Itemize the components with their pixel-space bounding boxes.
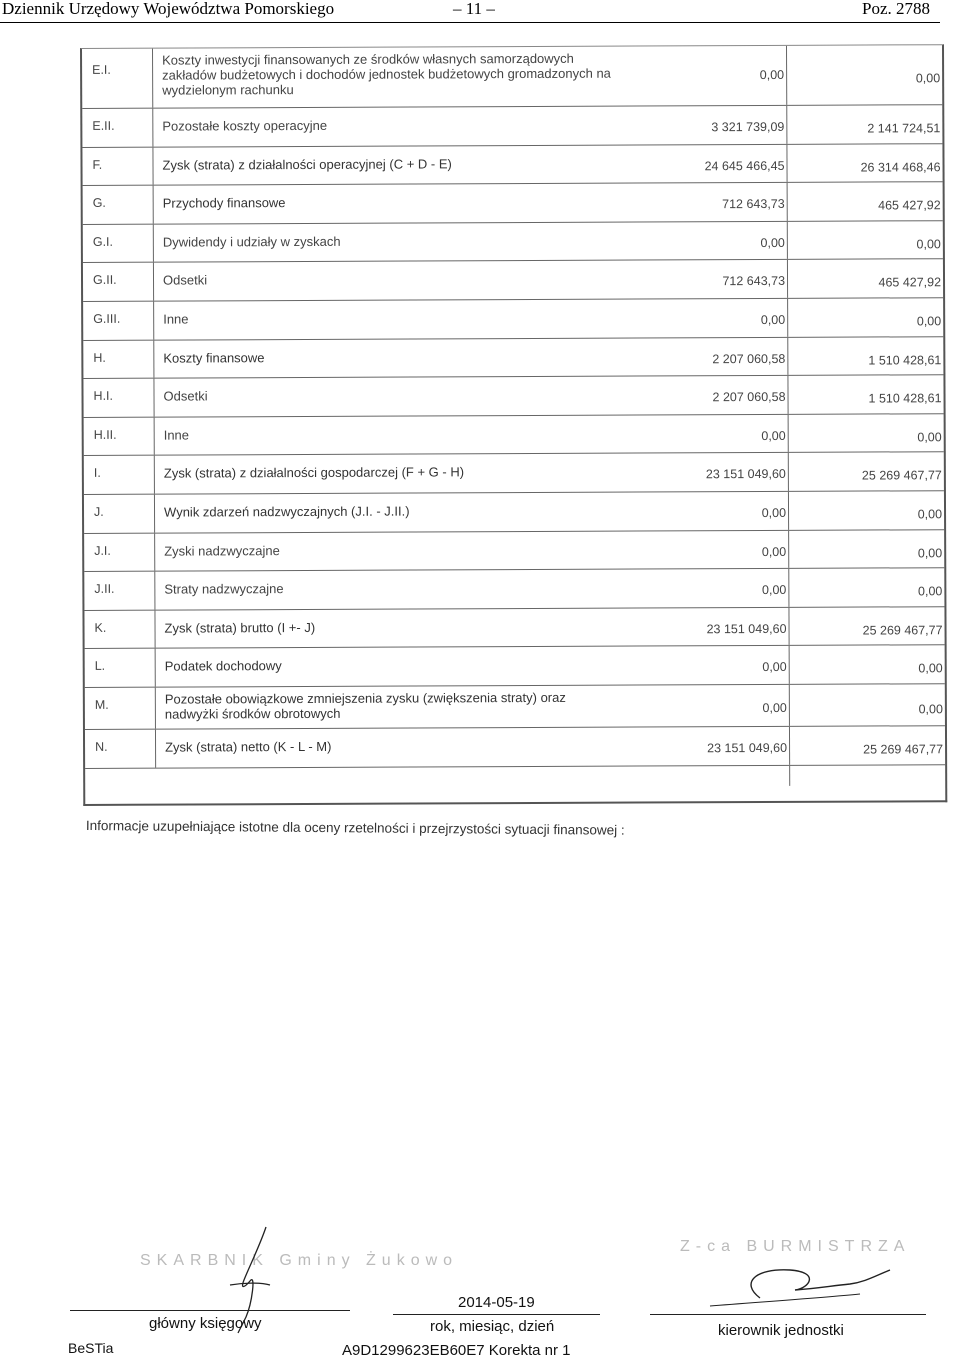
value-current-year: 0,00 bbox=[760, 312, 786, 327]
column-divider bbox=[153, 302, 154, 340]
row-label-line: Odsetki bbox=[163, 388, 208, 404]
column-divider bbox=[787, 376, 788, 414]
row-label bbox=[163, 350, 264, 365]
row-label-line: Zysk (strata) netto (K - L - M) bbox=[165, 738, 332, 755]
column-divider bbox=[153, 340, 154, 378]
table-row bbox=[85, 684, 945, 730]
row-label-line: wydzielonym rachunku bbox=[162, 82, 294, 98]
row-code: G. bbox=[92, 196, 106, 211]
scanned-report bbox=[72, 44, 947, 808]
value-previous-year: 25 269 467,77 bbox=[861, 468, 942, 483]
column-divider bbox=[789, 727, 790, 765]
value-previous-year: 0,00 bbox=[918, 702, 943, 717]
row-label-line: zakładów budżetowych i dochodów jednostek budżetowych gromadzonych na bbox=[162, 65, 611, 83]
value-previous-year: 25 269 467,77 bbox=[862, 623, 943, 638]
column-divider bbox=[153, 186, 154, 224]
column-divider bbox=[154, 572, 155, 610]
row-code: G.II. bbox=[92, 273, 117, 288]
value-current-year: 0,00 bbox=[760, 235, 785, 250]
column-divider bbox=[788, 415, 789, 453]
value-current-year: 0,00 bbox=[761, 583, 787, 598]
row-label bbox=[163, 234, 341, 250]
row-code: M. bbox=[94, 697, 109, 712]
column-divider bbox=[787, 183, 788, 221]
value-current-year: 24 645 466,45 bbox=[704, 158, 785, 173]
column-divider bbox=[787, 222, 788, 260]
table-row bbox=[83, 260, 943, 302]
row-label bbox=[162, 156, 451, 172]
document-id: A9D1299623EB60E7 Korekta nr 1 bbox=[342, 1342, 571, 1359]
row-label bbox=[163, 195, 286, 211]
column-divider bbox=[787, 337, 788, 375]
row-label bbox=[164, 504, 410, 520]
value-previous-year: 0,00 bbox=[917, 545, 943, 560]
row-label-line: Zyski nadzwyczajne bbox=[164, 542, 280, 559]
value-current-year: 2 207 060,58 bbox=[712, 351, 786, 366]
value-previous-year: 465 427,92 bbox=[878, 198, 941, 213]
value-previous-year: 0,00 bbox=[918, 661, 943, 676]
value-previous-year: 1 510 428,61 bbox=[868, 352, 942, 368]
column-divider bbox=[789, 646, 790, 684]
signature-line-right bbox=[650, 1314, 926, 1315]
column-divider bbox=[152, 109, 153, 147]
row-label bbox=[165, 690, 566, 722]
row-code: H.II. bbox=[93, 427, 117, 442]
value-current-year: 23 151 049,60 bbox=[706, 621, 787, 637]
column-divider bbox=[786, 144, 787, 182]
column-divider bbox=[788, 608, 789, 646]
column-divider bbox=[788, 569, 789, 607]
row-code: I. bbox=[93, 466, 101, 481]
row-label bbox=[165, 658, 282, 674]
value-current-year: 0,00 bbox=[761, 428, 786, 443]
row-label-line: Wynik zdarzeń nadzwyczajnych (J.I. - J.II.) bbox=[163, 503, 410, 520]
value-previous-year: 0,00 bbox=[918, 584, 943, 599]
value-previous-year: 465 427,92 bbox=[878, 275, 942, 290]
row-label bbox=[164, 427, 189, 442]
table-row bbox=[84, 568, 944, 610]
value-previous-year: 0,00 bbox=[916, 237, 941, 252]
date-caption: rok, miesiąc, dzień bbox=[430, 1318, 555, 1335]
column-divider bbox=[154, 533, 155, 571]
row-code: H. bbox=[93, 350, 106, 365]
row-label-line: Inne bbox=[163, 427, 190, 443]
row-code: K. bbox=[94, 620, 107, 635]
row-label-line: Zysk (strata) brutto (I +- J) bbox=[164, 619, 316, 636]
row-label bbox=[164, 620, 315, 636]
value-current-year: 712 643,73 bbox=[722, 197, 785, 212]
table-row bbox=[85, 646, 945, 688]
column-divider bbox=[153, 379, 154, 417]
financial-table bbox=[80, 44, 947, 806]
value-current-year: 23 151 049,60 bbox=[705, 467, 786, 482]
value-previous-year: 25 269 467,77 bbox=[863, 742, 944, 757]
value-previous-year: 0,00 bbox=[915, 71, 941, 86]
column-divider bbox=[154, 495, 155, 533]
column-divider bbox=[788, 453, 789, 491]
row-code: J. bbox=[93, 504, 104, 519]
signature-line-left bbox=[70, 1310, 350, 1311]
column-divider bbox=[155, 649, 156, 687]
row-label bbox=[162, 51, 611, 98]
row-label-line: Pozostałe koszty operacyjne bbox=[162, 117, 328, 134]
value-previous-year: 0,00 bbox=[916, 314, 942, 329]
column-divider bbox=[154, 610, 155, 648]
row-label-line: Podatek dochodowy bbox=[164, 658, 282, 674]
column-divider bbox=[153, 263, 154, 301]
column-divider bbox=[152, 49, 153, 108]
value-current-year: 712 643,73 bbox=[722, 274, 786, 289]
column-divider bbox=[786, 46, 787, 105]
table-row bbox=[83, 337, 943, 379]
column-divider bbox=[787, 299, 788, 337]
value-previous-year: 0,00 bbox=[917, 507, 943, 522]
table-row bbox=[83, 298, 943, 340]
row-label-line: nadwyżki środków obrotowych bbox=[164, 705, 341, 722]
supplementary-info-label: Informacje uzupełniające istotne dla oceny rzetelności i przejrzystości sytuacji finansowej : bbox=[85, 818, 625, 838]
row-label bbox=[162, 118, 327, 134]
report-date: 2014-05-19 bbox=[458, 1294, 535, 1311]
row-code: J.I. bbox=[94, 543, 111, 558]
value-current-year: 0,00 bbox=[762, 660, 787, 675]
row-label bbox=[164, 581, 283, 597]
row-label-line: Przychody finansowe bbox=[162, 195, 286, 211]
chief-accountant-caption: główny księgowy bbox=[149, 1315, 262, 1332]
column-divider bbox=[155, 730, 156, 768]
table-row bbox=[82, 144, 942, 186]
signature-right bbox=[700, 1258, 900, 1318]
page-number: – 11 – bbox=[453, 0, 495, 18]
row-label bbox=[165, 739, 331, 755]
row-code: H.I. bbox=[93, 389, 114, 404]
row-label-line: Dywidendy i udziały w zyskach bbox=[162, 233, 341, 250]
header-rule bbox=[0, 22, 940, 23]
row-label bbox=[164, 543, 280, 559]
manager-caption: kierownik jednostki bbox=[718, 1322, 844, 1339]
table-row bbox=[84, 491, 944, 533]
row-code: G.I. bbox=[92, 234, 114, 249]
column-divider bbox=[153, 224, 154, 262]
row-code: J.II. bbox=[94, 582, 115, 597]
column-divider bbox=[787, 260, 788, 298]
stamp-left: SKARBNIK Gminy Żukowo bbox=[140, 1252, 459, 1269]
row-label-line: Straty nadzwyczajne bbox=[164, 581, 284, 597]
row-code: E.I. bbox=[92, 62, 111, 77]
table-row bbox=[84, 607, 944, 649]
table-row bbox=[83, 375, 943, 417]
stamp-right: Z-ca BURMISTRZA bbox=[680, 1238, 911, 1255]
row-label-line: Koszty finansowe bbox=[163, 349, 265, 366]
table-row bbox=[84, 530, 944, 572]
row-code: F. bbox=[92, 157, 103, 172]
column-divider bbox=[154, 456, 155, 494]
page-header bbox=[0, 0, 960, 24]
table-row bbox=[84, 453, 944, 495]
software-name: BeSTia bbox=[68, 1340, 114, 1356]
table-row bbox=[85, 726, 945, 768]
column-divider bbox=[154, 417, 155, 455]
value-previous-year: 1 510 428,61 bbox=[868, 391, 942, 406]
table-row bbox=[82, 45, 942, 109]
position-number: Poz. 2788 bbox=[862, 0, 930, 18]
row-code: N. bbox=[95, 739, 108, 754]
row-label-line: Pozostałe obowiązkowe zmniejszenia zysku (zwiększenia straty) oraz bbox=[164, 689, 566, 707]
value-current-year: 0,00 bbox=[761, 544, 787, 559]
row-label-line: Zysk (strata) z działalności gospodarczej (F + G - H) bbox=[163, 464, 465, 481]
column-divider bbox=[152, 147, 153, 185]
table-row bbox=[83, 221, 943, 263]
empty-row bbox=[85, 765, 945, 805]
table-row bbox=[84, 414, 944, 456]
value-previous-year: 2 141 724,51 bbox=[867, 121, 941, 136]
row-label-line: Koszty inwestycji finansowanych ze środków własnych samorządowych bbox=[162, 50, 574, 68]
value-current-year: 0,00 bbox=[761, 505, 787, 520]
column-divider bbox=[788, 492, 789, 530]
row-label bbox=[163, 311, 188, 326]
row-code: G.III. bbox=[93, 311, 121, 326]
column-divider bbox=[788, 530, 789, 568]
column-divider bbox=[789, 685, 790, 726]
journal-title: Dziennik Urzędowy Województwa Pomorskiego bbox=[2, 0, 335, 18]
row-label bbox=[163, 273, 207, 288]
row-code: L. bbox=[94, 659, 106, 674]
value-previous-year: 0,00 bbox=[917, 430, 942, 445]
row-label bbox=[164, 465, 464, 481]
row-code: E.II. bbox=[92, 118, 115, 133]
column-divider bbox=[155, 688, 156, 729]
value-current-year: 23 151 049,60 bbox=[707, 740, 788, 756]
signature-line-date bbox=[393, 1314, 600, 1315]
value-previous-year: 26 314 468,46 bbox=[860, 159, 941, 175]
value-current-year: 0,00 bbox=[759, 67, 785, 82]
value-current-year: 2 207 060,58 bbox=[712, 390, 786, 405]
row-label-line: Inne bbox=[163, 311, 189, 327]
value-current-year: 3 321 739,09 bbox=[711, 119, 785, 135]
value-current-year: 0,00 bbox=[762, 700, 787, 715]
row-label-line: Zysk (strata) z działalności operacyjnej (C + D - E) bbox=[162, 155, 452, 173]
row-label-line: Odsetki bbox=[162, 272, 208, 288]
column-divider bbox=[789, 765, 790, 785]
column-divider bbox=[786, 106, 787, 144]
table-row bbox=[83, 182, 943, 224]
row-label bbox=[163, 389, 207, 404]
table-row bbox=[82, 105, 942, 147]
